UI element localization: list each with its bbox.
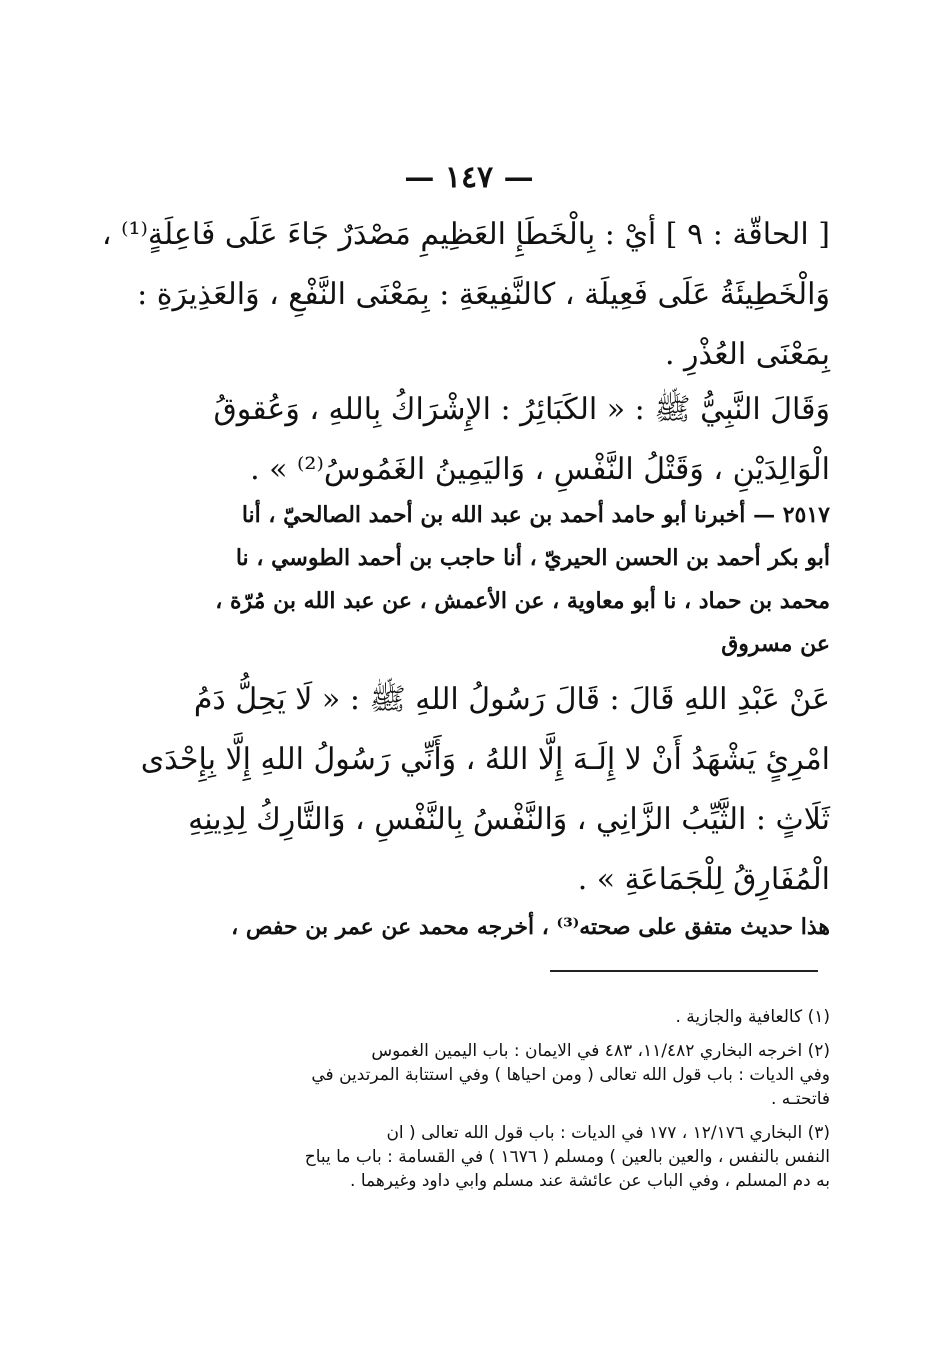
text-line: بِمَعْنَى العُذْرِ .	[664, 337, 830, 372]
text-line: الْوَالِدَيْنِ ، وَقَتْلُ النَّفْسِ ، وَاليَمِينُ الغَمُوسُ⁽²⁾ » .	[250, 452, 830, 487]
text-line: عَنْ عَبْدِ اللهِ قَالَ : قَالَ رَسُولُ اللهِ ﷺ : « لَا يَحِلُّ دَمُ	[193, 682, 830, 717]
text-line: هذا حديث متفق على صحته⁽³⁾ ، أخرجه محمد عن عمر بن حفص ،	[231, 914, 830, 940]
text-line: ثَلَاثٍ : الثَّيِّبُ الزَّانِي ، وَالنَّفْسُ بِالنَّفْسِ ، وَالتَّارِكُ لِدِينِهِ	[188, 802, 830, 837]
text-line: ٢٥١٧ — أخبرنا أبو حامد أحمد بن عبد الله بن أحمد الصالحيّ ، أنا	[241, 502, 830, 528]
text-line: وَالْخَطِيئَةُ عَلَى فَعِيلَة ، كالنَّفِيعَةِ : بِمَعْنَى النَّفْعِ ، وَالعَذِيرَةِ :	[137, 277, 830, 312]
footnote-2-cont: وفي الديات : باب قول الله تعالى ( ومن احياها ) وفي استتابة المرتدين في	[311, 1065, 830, 1085]
footnote-1: (١) كالعافية والجازية .	[675, 1007, 830, 1027]
footnote-2-cont: فاتحتـه .	[770, 1089, 830, 1109]
text-line: امْرِئٍ يَشْهَدُ أَنْ لا إِلَـهَ إِلَّا اللهُ ، وَأَنِّي رَسُولُ اللهِ إِلَّا بِإِحْدَى	[140, 742, 830, 777]
text-line: محمد بن حماد ، نا أبو معاوية ، عن الأعمش ، عن عبد الله بن مُرّة ،	[215, 588, 830, 614]
text-line: أبو بكر أحمد بن الحسن الحيريّ ، أنا حاجب بن أحمد الطوسي ، نا	[235, 545, 830, 571]
text-line: [ الحاقّة : ٩ ] أيْ : بِالْخَطَإِ العَظِيمِ مَصْدَرٌ جَاءَ عَلَى فَاعِلَةٍ⁽¹⁾ ،	[101, 217, 830, 252]
footnote-2: (٢) اخرجه البخاري ١١/٤٨٢، ٤٨٣ في الايمان : باب اليمين الغموس	[371, 1041, 830, 1061]
hadith-closing	[150, 906, 830, 949]
paragraph-definition	[101, 205, 830, 385]
text-line: وَقَالَ النَّبِيُّ ﷺ : « الكَبَائِرُ : الإِشْرَاكُ بِاللهِ ، وَعُقوقُ	[213, 392, 830, 427]
footnote-3-cont: النفس بالنفس ، والعين بالعين ) ومسلم ( ١٦٧٦ ) في القسامة : باب ما يباح	[304, 1147, 830, 1167]
text-line: الْمُفَارِقُ لِلْجَمَاعَةِ » .	[577, 862, 830, 897]
text-line: عن مسروق	[721, 631, 830, 657]
footnote-divider	[550, 970, 818, 972]
page-number: — ١٤٧ —	[404, 160, 534, 195]
footnote-3-cont: به دم المسلم ، وفي الباب عن عائشة عند مسلم وابي داود وغيرهما .	[350, 1171, 830, 1191]
paragraph-kabair	[150, 380, 830, 500]
hadith-isnad	[150, 494, 830, 666]
hadith-matn	[140, 670, 830, 910]
footnote-3: (٣) البخاري ١٢/١٧٦ ، ١٧٧ في الديات : باب قول الله تعالى ( ان	[386, 1123, 830, 1143]
footnotes	[150, 1005, 830, 1193]
